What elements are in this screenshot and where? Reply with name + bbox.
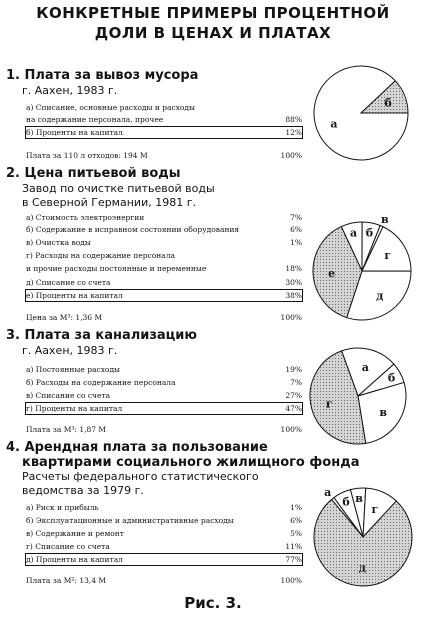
cost-row bbox=[26, 502, 302, 513]
pie-slice-label-г: г bbox=[325, 397, 333, 411]
cost-label: а) Стоимость электроэнергии bbox=[26, 213, 145, 222]
cost-row bbox=[26, 541, 302, 552]
cost-row bbox=[26, 377, 302, 388]
page-title-line-1: КОНКРЕТНЫЕ ПРИМЕРЫ ПРОЦЕНТНОЙ bbox=[36, 4, 390, 22]
cost-row bbox=[26, 237, 302, 248]
total-row bbox=[26, 150, 302, 161]
cost-label: на содержание персонала, прочее bbox=[26, 115, 164, 124]
pie-slice-label-а: а bbox=[324, 486, 332, 500]
pie-slice-label-б: б bbox=[365, 226, 374, 240]
cost-label: б) Эксплуатационные и административные расходы bbox=[26, 516, 234, 525]
section-subtitle: Расчеты федерального статистического bbox=[22, 470, 259, 483]
total-row bbox=[26, 575, 302, 586]
pie-chart-garbage-fee bbox=[314, 66, 422, 174]
cost-row bbox=[26, 515, 302, 526]
section-subtitle: в Северной Германии, 1981 г. bbox=[22, 196, 196, 209]
cost-label: в) Содержание и ремонт bbox=[26, 529, 124, 538]
total-row bbox=[26, 424, 302, 435]
cost-percent: 18% bbox=[285, 264, 302, 273]
cost-label: а) Списание, основные расходы и расходы bbox=[26, 103, 196, 112]
total-row bbox=[26, 312, 302, 323]
section-heading: 4. Арендная плата за пользование bbox=[6, 440, 268, 455]
cost-percent: 6% bbox=[290, 225, 302, 234]
pie-slice-label-д: д bbox=[376, 289, 384, 303]
cost-label: в) Очистка воды bbox=[26, 238, 91, 247]
cost-label: б) Расходы на содержание персонала bbox=[26, 378, 176, 387]
cost-row bbox=[26, 263, 302, 274]
pie-slice-label-а: а bbox=[350, 226, 358, 240]
cost-row bbox=[26, 528, 302, 539]
cost-label: г) Проценты на капитал bbox=[26, 404, 123, 413]
cost-percent: 19% bbox=[285, 365, 302, 374]
cost-percent: 7% bbox=[290, 378, 302, 387]
section-subtitle: ведомства за 1979 г. bbox=[22, 484, 144, 497]
cost-label: и прочие расходы постоянные и переменные bbox=[26, 264, 207, 273]
total-percent: 100% bbox=[280, 425, 302, 434]
cost-row bbox=[26, 114, 302, 125]
section-subtitle: г. Аахен, 1983 г. bbox=[22, 344, 118, 357]
cost-percent: 7% bbox=[290, 213, 302, 222]
cost-percent: 38% bbox=[285, 291, 302, 300]
total-label: Плата за 110 л отходов: 194 М bbox=[26, 151, 148, 160]
pie-slice-label-а: а bbox=[330, 117, 338, 131]
pie-slice-label-в: в bbox=[355, 492, 363, 506]
cost-label: в) Списание со счета bbox=[26, 391, 111, 400]
cost-row-highlighted bbox=[26, 290, 302, 301]
section-heading-line-2: квартирами социального жилищного фонда bbox=[22, 455, 360, 470]
cost-label: б) Содержание в исправном состоянии оборудования bbox=[26, 225, 240, 234]
pie-slice-label-в: в bbox=[379, 405, 388, 419]
pie-slice-label-б: б bbox=[342, 495, 350, 509]
cost-percent: 27% bbox=[285, 391, 302, 400]
section-subtitle: г. Аахен, 1983 г. bbox=[22, 84, 118, 97]
cost-row bbox=[26, 224, 302, 235]
cost-row bbox=[26, 390, 302, 401]
cost-label: д) Проценты на капитал bbox=[26, 555, 123, 564]
cost-label: е) Проценты на капитал bbox=[26, 291, 123, 300]
cost-percent: 12% bbox=[285, 128, 302, 137]
pie-chart-social-housing-rent bbox=[314, 488, 426, 600]
cost-percent: 30% bbox=[285, 278, 302, 287]
cost-row bbox=[26, 102, 302, 113]
pie-chart-sewerage-fee bbox=[310, 348, 420, 458]
cost-percent: 6% bbox=[290, 516, 302, 525]
pie-slice-label-г: г bbox=[371, 503, 379, 517]
pie-slice-label-г: г bbox=[384, 248, 392, 262]
figure-caption: Рис. 3. bbox=[184, 594, 242, 612]
section-subtitle: Завод по очистке питьевой воды bbox=[22, 182, 215, 195]
total-label: Цена за М³: 1,36 М bbox=[26, 313, 103, 322]
total-percent: 100% bbox=[280, 313, 302, 322]
pie-chart-drinking-water-price bbox=[313, 212, 425, 334]
cost-percent: 11% bbox=[285, 542, 302, 551]
pie-slice-label-в: в bbox=[380, 212, 389, 226]
total-percent: 100% bbox=[280, 576, 302, 585]
cost-percent: 77% bbox=[285, 555, 302, 564]
cost-percent: 88% bbox=[285, 115, 302, 124]
cost-label: б) Проценты на капитал bbox=[26, 128, 123, 137]
cost-label: а) Постоянные расходы bbox=[26, 365, 121, 374]
cost-label: д) Списание со счета bbox=[26, 278, 111, 287]
cost-percent: 5% bbox=[290, 529, 302, 538]
pie-slice-label-а: а bbox=[361, 361, 369, 375]
pie-slice-label-е: е bbox=[328, 266, 336, 280]
section-heading: 3. Плата за канализацию bbox=[6, 328, 198, 343]
cost-row bbox=[26, 250, 302, 261]
total-percent: 100% bbox=[280, 151, 302, 160]
cost-percent: 47% bbox=[285, 404, 302, 413]
pie-slice-label-д: д bbox=[358, 561, 366, 575]
cost-label: г) Списание со счета bbox=[26, 542, 110, 551]
section-heading: 2. Цена питьевой воды bbox=[6, 166, 181, 181]
cost-row bbox=[26, 277, 302, 288]
section-heading: 1. Плата за вывоз мусора bbox=[6, 68, 199, 83]
total-label: Плата за М³: 1,87 М bbox=[26, 425, 107, 434]
total-label: Плата за М²: 13,4 М bbox=[26, 576, 107, 585]
pie-slice-label-б: б bbox=[384, 96, 392, 110]
cost-row bbox=[26, 212, 302, 223]
cost-label: а) Риск и прибыль bbox=[26, 503, 99, 512]
pie-slice-label-б: б bbox=[387, 371, 396, 385]
page-title-line-2: ДОЛИ В ЦЕНАХ И ПЛАТАХ bbox=[94, 24, 332, 42]
cost-row-highlighted bbox=[26, 403, 302, 414]
cost-row-highlighted bbox=[26, 127, 302, 138]
cost-percent: 1% bbox=[290, 503, 302, 512]
cost-label: г) Расходы на содержание персонала bbox=[26, 251, 175, 260]
cost-row-highlighted bbox=[26, 554, 302, 565]
cost-row bbox=[26, 364, 302, 375]
cost-percent: 1% bbox=[290, 238, 302, 247]
